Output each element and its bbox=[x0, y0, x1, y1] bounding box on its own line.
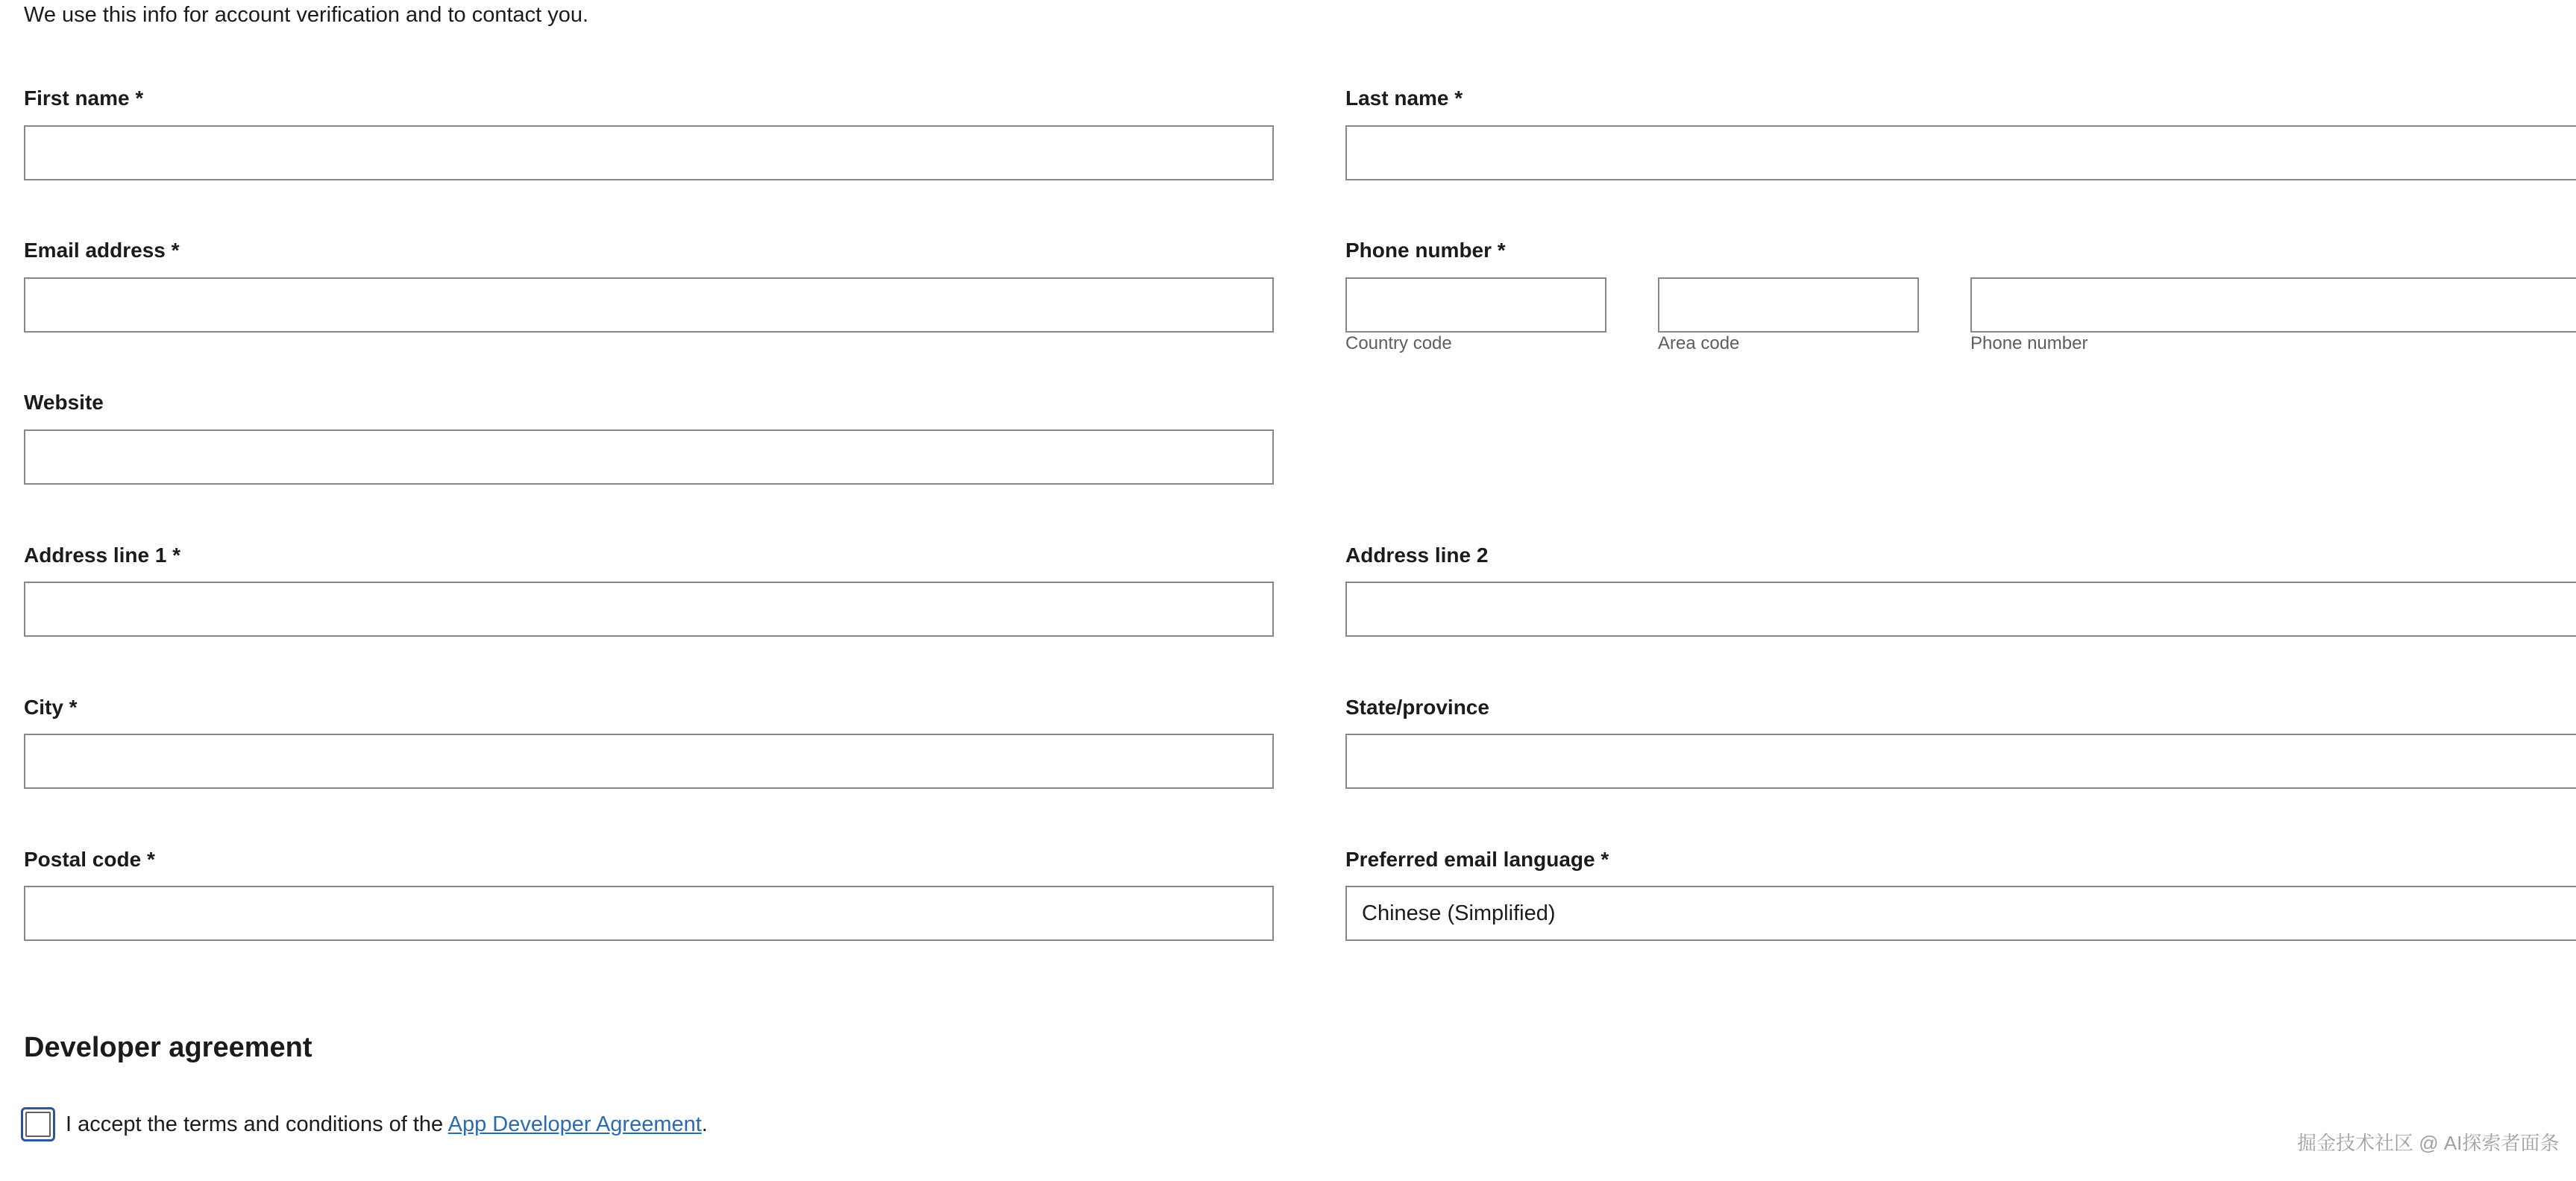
last-name-label: Last name * bbox=[1345, 86, 1463, 110]
email-label: Email address * bbox=[24, 239, 180, 262]
phone-number-sublabel: Phone number bbox=[1970, 333, 2088, 353]
phone-number-input[interactable] bbox=[1970, 277, 2576, 333]
address-line-2-input[interactable] bbox=[1345, 582, 2576, 637]
preferred-language-select[interactable] bbox=[1345, 886, 2576, 941]
country-code-sublabel: Country code bbox=[1345, 333, 1452, 353]
developer-agreement-heading: Developer agreement bbox=[24, 1032, 312, 1063]
address-line-1-label: Address line 1 * bbox=[24, 544, 181, 567]
accept-agreement-checkbox[interactable] bbox=[21, 1107, 55, 1141]
city-input[interactable] bbox=[24, 734, 1274, 789]
website-input[interactable] bbox=[24, 429, 1274, 485]
last-name-input[interactable] bbox=[1345, 125, 2576, 180]
watermark-text: 掘金技术社区 @ AI探索者面条 bbox=[2297, 1132, 2560, 1154]
postal-code-input[interactable] bbox=[24, 886, 1274, 941]
area-code-sublabel: Area code bbox=[1658, 333, 1740, 353]
address-line-1-input[interactable] bbox=[24, 582, 1274, 637]
agreement-text-after: . bbox=[701, 1112, 708, 1136]
intro-text: We use this info for account verification and to contact you. bbox=[24, 3, 589, 27]
country-code-input[interactable] bbox=[1345, 277, 1606, 333]
first-name-label: First name * bbox=[24, 86, 144, 110]
address-line-2-label: Address line 2 bbox=[1345, 544, 1489, 567]
agreement-text bbox=[66, 1110, 708, 1139]
state-province-label: State/province bbox=[1345, 696, 1489, 719]
first-name-input[interactable] bbox=[24, 125, 1274, 180]
area-code-input[interactable] bbox=[1658, 277, 1919, 333]
agreement-text-before: I accept the terms and conditions of the bbox=[66, 1112, 448, 1136]
city-label: City * bbox=[24, 696, 78, 719]
postal-code-label: Postal code * bbox=[24, 848, 155, 871]
email-input[interactable] bbox=[24, 277, 1274, 333]
state-province-input[interactable] bbox=[1345, 734, 2576, 789]
website-label: Website bbox=[24, 391, 104, 414]
preferred-language-value: Chinese (Simplified) bbox=[1362, 901, 1556, 925]
app-developer-agreement-link[interactable]: App Developer Agreement bbox=[447, 1112, 702, 1136]
phone-label: Phone number * bbox=[1345, 239, 1506, 262]
preferred-language-label: Preferred email language * bbox=[1345, 848, 1609, 871]
